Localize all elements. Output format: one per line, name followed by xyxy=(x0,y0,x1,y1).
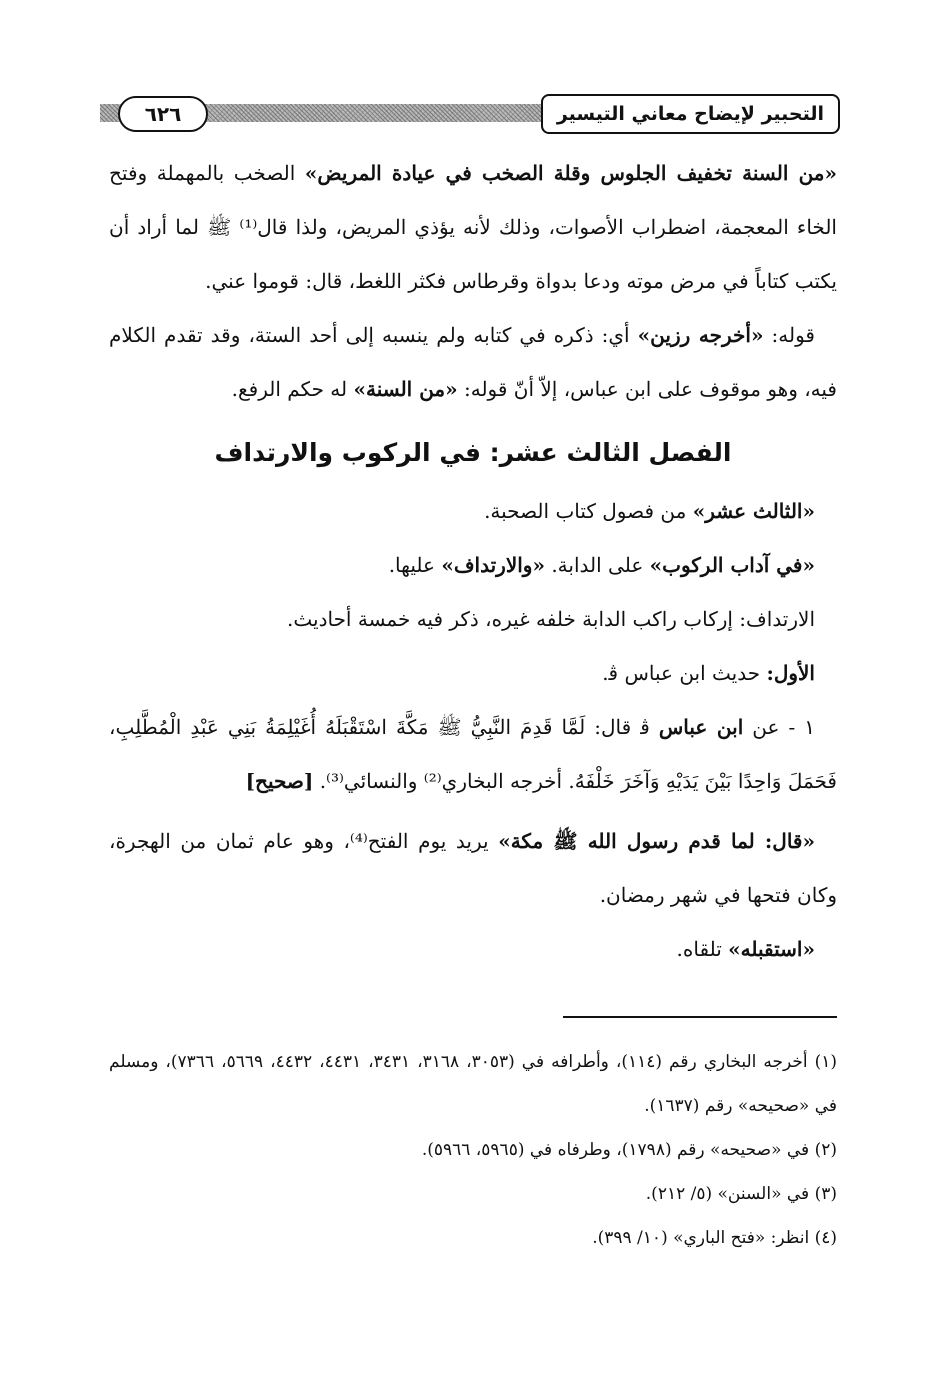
bold-label: الأول: xyxy=(766,661,815,685)
quoted-phrase: «من السنة» xyxy=(353,377,458,401)
paragraph xyxy=(109,146,837,308)
quoted-phrase: «من السنة تخفيف الجلوس وقلة الصخب في عيادة المريض» xyxy=(304,161,838,185)
footnote: (١) أخرجه البخاري رقم (١١٤)، وأطرافه في (٣٠٥٣، ٣١٦٨، ٣٤٣١، ٤٤٣١، ٤٤٣٢، ٥٦٦٩، ٧٣٦٦)، ومسلم في «صحيحه» رقم (١٦٣٧). xyxy=(109,1052,838,1116)
narrator-name: ابن عباس xyxy=(658,715,744,739)
paragraph: الارتداف: إركاب راكب الدابة خلفه غيره، ذكر فيه خمسة أحاديث. xyxy=(287,607,815,631)
quoted-phrase: «أخرجه رزين» xyxy=(637,323,764,347)
hadith-paragraph xyxy=(109,700,837,808)
quoted-phrase: «قال: لما قدم رسول الله ﷺ مكة» xyxy=(498,829,815,853)
paragraph-text: له حكم الرفع. xyxy=(231,377,354,401)
running-header xyxy=(100,94,840,138)
hadith-text: ﭬ قال: لَمَّا قَدِمَ النَّبِيُّ ﷺ مَكَّةَ اسْتَقْبَلَهُ أُغَيْلِمَةُ بَنِي عَبْدِ الْمُطَّلِبِ، فَحَمَلَ وَاحِدًا بَيْنَ يَدَيْهِ وَآخَرَ خَلْفَهُ. أخرجه البخاري⁽²⁾ والنسائي⁽³⁾. xyxy=(109,715,837,793)
book-title: التحبير لإيضاح معاني التيسير xyxy=(541,94,840,134)
paragraph-text: حديث ابن عباس ﭬ. xyxy=(602,661,767,685)
paragraph xyxy=(109,538,837,592)
footnote: (٤) انظر: «فتح الباري» (١٠/ ٣٩٩). xyxy=(592,1228,837,1248)
main-text xyxy=(109,146,837,976)
paragraph-text: ١ - عن xyxy=(743,715,815,739)
paragraph-text: يريد يوم الفتح⁽⁴⁾، وهو عام ثمان من الهجرة، وكان فتحها في شهر رمضان. xyxy=(109,829,837,907)
paragraph-text: تلقاه. xyxy=(676,937,729,961)
footnote: (٢) في «صحيحه» رقم (١٧٩٨)، وطرفاه في (٥٩٦٥، ٥٩٦٦). xyxy=(421,1140,837,1160)
quoted-phrase: «الثالث عشر» xyxy=(692,499,815,523)
footnote-divider xyxy=(563,1016,837,1018)
paragraph xyxy=(109,922,837,976)
paragraph xyxy=(109,308,837,416)
paragraph xyxy=(109,814,837,922)
grading-label: [صحيح] xyxy=(245,769,314,793)
section-heading: الفصل الثالث عشر: في الركوب والارتداف xyxy=(214,438,732,467)
quoted-phrase: «في آداب الركوب» xyxy=(649,553,815,577)
footnotes xyxy=(109,1040,837,1260)
paragraph-text: الصخب بالمهملة وفتح الخاء المعجمة، اضطراب الأصوات، وذلك لأنه يؤذي المريض، ولذا قال⁽¹⁾ ﷺ لما أراد أن يكتب كتاباً في مرض موته ودعا بدواة وقرطاس فكثر اللغط، قال: قوموا عني. xyxy=(109,161,837,293)
quoted-phrase: «استقبله» xyxy=(728,937,815,961)
paragraph xyxy=(109,484,837,538)
paragraph-text: من فصول كتاب الصحبة. xyxy=(484,499,693,523)
paragraph-text: على الدابة. xyxy=(544,553,650,577)
quoted-phrase: «والارتداف» xyxy=(441,553,545,577)
paragraph xyxy=(109,646,837,700)
page-number: ٦٢٦ xyxy=(118,96,208,132)
paragraph-text: قوله: xyxy=(763,323,815,347)
footnote: (٣) في «السنن» (٥/ ٢١٢). xyxy=(645,1184,837,1204)
paragraph-text: أي: ذكره في كتابه ولم ينسبه إلى أحد الستة، وقد تقدم الكلام فيه، وهو موقوف على ابن عباس، إلاّ أنّ قوله: xyxy=(109,323,837,401)
paragraph-text: عليها. xyxy=(388,553,442,577)
